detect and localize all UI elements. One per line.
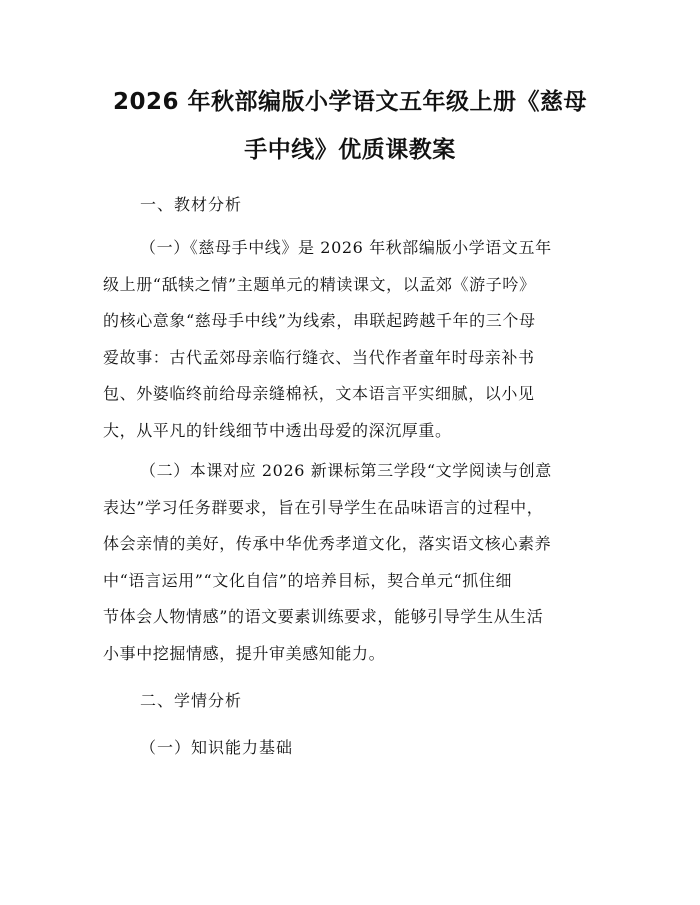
paragraph-line: 中“语言运用”“文化自信”的培养目标，契合单元“抓住细 [103,570,513,590]
paragraph-line: 级上册“舐犊之情”主题单元的精读课文，以孟郊《游子吟》 [103,274,536,294]
paragraph-line: （二）本课对应 2026 新课标第三学段“文学阅读与创意 [140,461,552,480]
paragraph-line: 大，从平凡的针线细节中透出母爱的深沉厚重。 [103,420,452,440]
paragraph-line: （一）《慈母手中线》是 2026 年秋部编版小学语文五年 [140,238,552,257]
section-heading-student-analysis: 二、学情分析 [140,691,243,710]
paragraph-line: 爱故事：古代孟郊母亲临行缝衣、当代作者童年时母亲补书 [103,347,535,367]
paragraph-textbook-analysis-2 [103,453,613,672]
paragraph-line: 节体会人物情感”的语文要素训练要求，能够引导学生从生活 [103,607,544,626]
subsection-heading-knowledge-ability: （一）知识能力基础 [140,738,294,757]
section-heading-textbook-analysis: 一、教材分析 [140,195,243,214]
document-title-line-2: 手中线》优质课教案 [244,137,456,163]
paragraph-line: 的核心意象“慈母手中线”为线索，串联起跨越千年的三个母 [103,311,536,330]
paragraph-line: 包、外婆临终前给母亲缝棉袄，文本语言平实细腻，以小见 [103,384,535,403]
paragraph-line: 表达”学习任务群要求，旨在引导学生在品味语言的过程中， [103,497,544,517]
paragraph-line: 体会亲情的美好，传承中华优秀孝道文化，落实语文核心素养 [103,534,552,553]
paragraph-textbook-analysis-1 [103,230,613,449]
paragraph-line: 小事中挖掘情感，提升审美感知能力。 [103,643,386,663]
document-title-line-1: 2026 年秋部编版小学语文五年级上册《慈母 [112,89,588,115]
